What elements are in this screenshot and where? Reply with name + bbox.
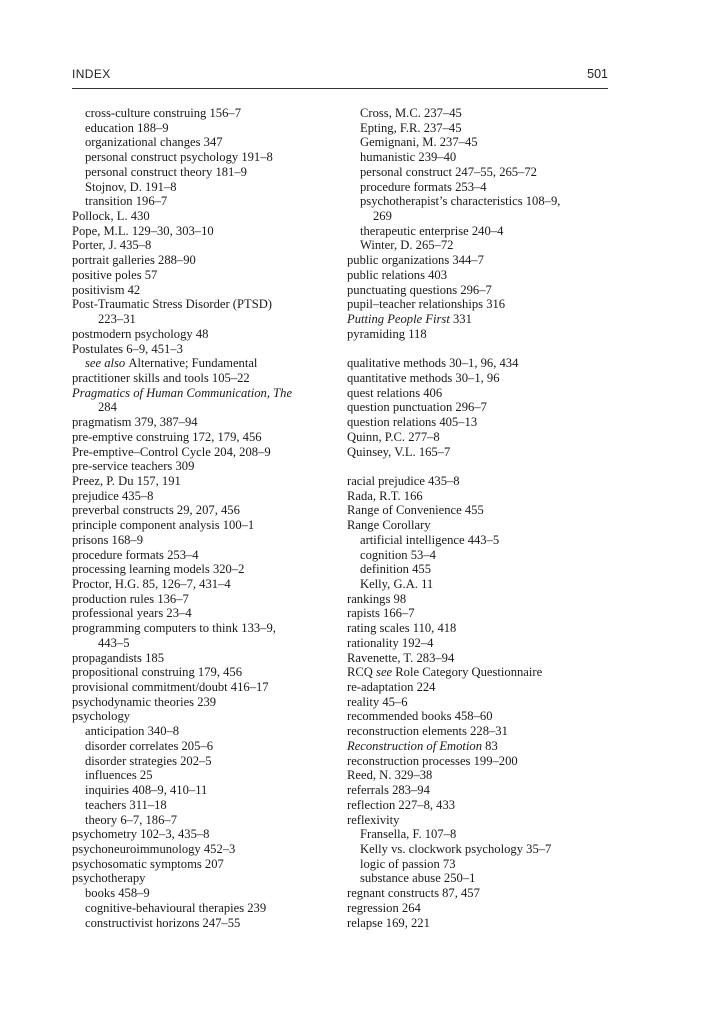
index-entry-text: 269: [373, 209, 392, 224]
index-entry: [347, 783, 612, 798]
index-letter-gap: [347, 459, 612, 474]
index-entry: [72, 445, 337, 460]
index-subentry: [347, 857, 612, 872]
index-entry-text: Kelly, G.A. 11: [360, 577, 434, 591]
index-subentry: [347, 121, 612, 136]
index-entry-text: pragmatism 379, 387–94: [72, 415, 198, 430]
index-entry: [347, 297, 612, 312]
index-entry: [72, 606, 337, 621]
index-entry: [72, 651, 337, 666]
index-entry: [72, 871, 337, 886]
index-entry-text: positivism 42: [72, 282, 141, 297]
index-entry-text: procedure formats 253–4: [72, 547, 199, 562]
index-entry-text: constructivist horizons 247–55: [85, 915, 241, 930]
index-entry: [72, 268, 337, 283]
index-entry-text: re-adaptation 224: [347, 680, 436, 695]
index-entry-text: Porter, J. 435–8: [72, 238, 152, 253]
index-subentry: [347, 842, 612, 857]
index-entry-text: question relations 405–13: [347, 415, 478, 430]
index-entry-text: Proctor, H.G. 85, 126–7, 431–4: [72, 577, 231, 591]
index-entry-text: 284: [98, 400, 117, 415]
index-entry-text: procedure formats 253–4: [360, 179, 487, 194]
index-entry-term: RCQ: [347, 665, 377, 680]
index-entry: [72, 224, 337, 239]
index-entry-text: rating scales 110, 418: [347, 621, 457, 636]
index-entry-text: Alternative; Fundamental: [128, 356, 258, 371]
index-entry-text: Pollock, L. 430: [72, 209, 150, 224]
index-entry-text: inquiries 408–9, 410–11: [85, 783, 208, 798]
index-entry-text: books 458–9: [85, 886, 150, 901]
index-entry: [347, 651, 612, 666]
index-entry-text: cognitive-behavioural therapies 239: [85, 900, 267, 915]
index-entry-text: relapse 169, 221: [347, 915, 430, 930]
index-entry-text: Quinn, P.C. 277–8: [347, 429, 440, 444]
index-entry: [347, 739, 612, 754]
index-subentry: [72, 783, 337, 798]
index-entry: [72, 680, 337, 695]
index-entry-pages: 331: [449, 312, 472, 327]
index-entry: [72, 459, 337, 474]
index-entry-text: logic of passion 73: [360, 856, 456, 871]
index-entry-text: practitioner skills and tools 105–22: [72, 370, 250, 385]
index-entry: [72, 842, 337, 857]
index-entry-text: definition 455: [360, 562, 432, 577]
index-entry-text: psychotherapist’s characteristics 108–9,: [360, 194, 561, 209]
index-entry-text: personal construct 247–55, 265–72: [360, 164, 537, 179]
index-entry-text: disorder correlates 205–6: [85, 738, 213, 753]
index-entry: [72, 577, 337, 592]
index-entry-text: pre-emptive construing 172, 179, 456: [72, 429, 262, 444]
index-entry-text: reconstruction processes 199–200: [347, 753, 518, 768]
index-entry-text: punctuating questions 296–7: [347, 282, 492, 297]
index-entry-text: processing learning models 320–2: [72, 562, 245, 577]
index-subentry: [72, 916, 337, 931]
index-entry-text: teachers 311–18: [85, 797, 167, 812]
index-entry-text: public relations 403: [347, 267, 448, 282]
index-entry: [72, 327, 337, 342]
index-entry-continuation: [72, 312, 337, 327]
index-entry: [347, 916, 612, 931]
index-entry-text: Ravenette, T. 283–94: [347, 650, 455, 665]
index-entry: [347, 312, 612, 327]
index-entry-text: cross-culture construing 156–7: [85, 106, 241, 120]
index-subentry: [72, 180, 337, 195]
index-entry-text: Post-Traumatic Stress Disorder (PTSD): [72, 297, 272, 312]
index-entry-text: psychometry 102–3, 435–8: [72, 827, 210, 842]
index-subentry: [347, 224, 612, 239]
index-entry-text: prisons 168–9: [72, 532, 144, 547]
index-subentry: [72, 150, 337, 165]
index-entry: [347, 636, 612, 651]
index-entry: [72, 297, 337, 312]
index-subentry: [72, 768, 337, 783]
index-entry: [347, 445, 612, 460]
index-subentry: [72, 106, 337, 121]
index-subentry: [347, 871, 612, 886]
index-entry: [72, 518, 337, 533]
index-entry-text: propositional construing 179, 456: [72, 665, 243, 680]
index-entry: [72, 548, 337, 563]
index-entry-text: regnant constructs 87, 457: [347, 886, 480, 901]
index-subentry: [347, 194, 612, 209]
index-entry-text: personal construct theory 181–9: [85, 164, 247, 179]
index-entry: [347, 621, 612, 636]
index-entry: [347, 518, 612, 533]
index-entry-text: programming computers to think 133–9,: [72, 621, 276, 636]
index-entry: [72, 562, 337, 577]
index-subentry: [72, 813, 337, 828]
index-entry-text: rationality 192–4: [347, 635, 434, 650]
index-subentry: [347, 577, 612, 592]
index-entry-text: principle component analysis 100–1: [72, 518, 255, 533]
page-number: 501: [587, 67, 608, 81]
index-entry: [72, 209, 337, 224]
index-entry-text: psychodynamic theories 239: [72, 694, 217, 709]
index-subentry: [72, 798, 337, 813]
index-subentry: [72, 165, 337, 180]
index-entry: [347, 592, 612, 607]
cross-reference-label: see also: [85, 356, 129, 371]
index-entry-text: Fransella, F. 107–8: [360, 827, 457, 842]
index-entry-text: reflexivity: [347, 812, 400, 827]
index-entry-text: anticipation 340–8: [85, 724, 180, 739]
index-entry-continuation: [72, 636, 337, 651]
index-entry: [347, 327, 612, 342]
index-entry-text: Gemignani, M. 237–45: [360, 135, 478, 150]
index-entry-text: education 188–9: [85, 120, 169, 135]
index-entry-text: Kelly vs. clockwork psychology 35–7: [360, 841, 552, 856]
index-entry-text: Preez, P. Du 157, 191: [72, 473, 181, 488]
index-entry: [72, 857, 337, 872]
index-subentry: [347, 533, 612, 548]
index-entry: [347, 489, 612, 504]
index-entry: [72, 430, 337, 445]
index-entry: [347, 386, 612, 401]
index-entry-text: psychotherapy: [72, 871, 146, 886]
index-entry-text: reflection 227–8, 433: [347, 797, 456, 812]
index-entry: [347, 709, 612, 724]
index-entry-text: Winter, D. 265–72: [360, 238, 454, 253]
index-entry-text: 223–31: [98, 312, 136, 327]
index-entry-continuation: [347, 209, 612, 224]
index-entry-text: Pre-emptive–Control Cycle 204, 208–9: [72, 444, 271, 459]
index-entry: [347, 665, 612, 680]
index-entry: [347, 371, 612, 386]
index-subentry: [72, 356, 337, 371]
index-entry: [72, 415, 337, 430]
index-entry-text: Reed, N. 329–38: [347, 768, 433, 783]
index-entry-text: portrait galleries 288–90: [72, 253, 196, 268]
index-entry-text: personal construct psychology 191–8: [85, 150, 273, 165]
index-entry: [347, 901, 612, 916]
index-entry-text: influences 25: [85, 768, 153, 783]
index-entry-text: theory 6–7, 186–7: [85, 812, 177, 827]
index-subentry: [72, 194, 337, 209]
index-entry-text: recommended books 458–60: [347, 709, 493, 724]
index-entry: [72, 238, 337, 253]
index-entry: [347, 606, 612, 621]
index-entry-text: propagandists 185: [72, 650, 164, 665]
index-entry: [347, 415, 612, 430]
index-entry-text: Range Corollary: [347, 518, 431, 533]
index-entry-text: psychosomatic symptoms 207: [72, 856, 224, 871]
index-entry: [72, 621, 337, 636]
index-entry-text: postmodern psychology 48: [72, 326, 209, 341]
index-subentry: [347, 548, 612, 563]
header-rule: [72, 88, 608, 89]
index-subentry: [72, 724, 337, 739]
index-entry: [347, 400, 612, 415]
index-entry-text: artificial intelligence 443–5: [360, 532, 500, 547]
index-entry-text: Pragmatics of Human Communication, The: [72, 385, 293, 400]
index-entry-text: Postulates 6–9, 451–3: [72, 341, 183, 356]
index-entry: [72, 386, 337, 401]
index-entry-text: Putting People First: [347, 312, 450, 327]
running-header-title: INDEX: [72, 67, 111, 81]
index-entry-text: Range of Convenience 455: [347, 503, 484, 518]
index-entry: [72, 695, 337, 710]
index-entry: [347, 813, 612, 828]
index-entry: [72, 283, 337, 298]
index-entry-text: prejudice 435–8: [72, 488, 154, 503]
index-entry: [347, 503, 612, 518]
index-subentry: [72, 135, 337, 150]
index-entry-text: rapists 166–7: [347, 606, 415, 621]
index-entry-text: reality 45–6: [347, 694, 408, 709]
index-entry: [347, 283, 612, 298]
index-entry-text: question punctuation 296–7: [347, 400, 487, 415]
index-entry-text: quest relations 406: [347, 385, 443, 400]
index-entry-text: substance abuse 250–1: [360, 871, 476, 886]
index-entry: [72, 827, 337, 842]
index-subentry: [72, 901, 337, 916]
index-entry-text: therapeutic enterprise 240–4: [360, 223, 504, 238]
index-entry-text: Cross, M.C. 237–45: [360, 106, 462, 120]
index-entry: [347, 886, 612, 901]
index-entry-text: organizational changes 347: [85, 135, 223, 150]
index-entry-text: professional years 23–4: [72, 606, 192, 621]
index-subentry: [347, 135, 612, 150]
index-entry: [347, 695, 612, 710]
index-entry-text: Reconstruction of Emotion: [347, 738, 483, 753]
cross-reference-label: see: [376, 665, 396, 680]
index-entry: [347, 253, 612, 268]
index-entry: [72, 665, 337, 680]
index-entry-text: pyramiding 118: [347, 326, 427, 341]
index-entry-text: Rada, R.T. 166: [347, 488, 423, 503]
index-subentry: [347, 150, 612, 165]
index-column-left: [72, 106, 337, 930]
index-column-right: [347, 106, 612, 930]
index-entry-text: Stojnov, D. 191–8: [85, 179, 177, 194]
index-entry: [72, 709, 337, 724]
index-entry-text: Pope, M.L. 129–30, 303–10: [72, 223, 214, 238]
index-subentry: [347, 827, 612, 842]
index-entry-text: reconstruction elements 228–31: [347, 724, 508, 739]
index-entry-text: regression 264: [347, 900, 421, 915]
index-entry: [347, 430, 612, 445]
index-entry: [72, 253, 337, 268]
index-subentry: [72, 739, 337, 754]
index-entry: [72, 342, 337, 357]
index-entry-text: racial prejudice 435–8: [347, 473, 460, 488]
index-entry: [72, 533, 337, 548]
index-entry-pages: 83: [482, 738, 498, 753]
index-entry-text: public organizations 344–7: [347, 253, 484, 268]
index-entry-text: transition 196–7: [85, 194, 168, 209]
index-entry-continuation: [72, 400, 337, 415]
index-entry-text: cognition 53–4: [360, 547, 436, 562]
index-entry-text: qualitative methods 30–1, 96, 434: [347, 356, 519, 371]
index-entry-text: provisional commitment/doubt 416–17: [72, 680, 269, 695]
index-entry: [72, 592, 337, 607]
index-entry-text: psychology: [72, 709, 131, 724]
index-entry: [347, 474, 612, 489]
index-entry-text: humanistic 239–40: [360, 150, 457, 165]
index-entry-text: disorder strategies 202–5: [85, 753, 212, 768]
index-entry-text: Role Category Questionnaire: [395, 665, 543, 680]
index-entry: [72, 371, 337, 386]
index-entry: [347, 724, 612, 739]
index-entry-text: production rules 136–7: [72, 591, 189, 606]
index-subentry: [347, 180, 612, 195]
index-entry: [72, 503, 337, 518]
index-entry: [347, 768, 612, 783]
index-entry-text: quantitative methods 30–1, 96: [347, 370, 500, 385]
index-entry: [347, 268, 612, 283]
index-subentry: [347, 238, 612, 253]
index-entry: [347, 680, 612, 695]
index-entry-text: Quinsey, V.L. 165–7: [347, 444, 451, 459]
index-subentry: [347, 165, 612, 180]
index-entry-text: positive poles 57: [72, 267, 158, 282]
index-subentry: [347, 106, 612, 121]
index-subentry: [347, 562, 612, 577]
index-entry-text: psychoneuroimmunology 452–3: [72, 841, 236, 856]
index-entry-text: referrals 283–94: [347, 783, 430, 798]
index-subentry: [72, 121, 337, 136]
index-entry-text: preverbal constructs 29, 207, 456: [72, 503, 240, 518]
index-entry-text: 443–5: [98, 635, 130, 650]
index-entry: [347, 356, 612, 371]
index-entry-text: pupil–teacher relationships 316: [347, 297, 506, 312]
index-entry: [347, 798, 612, 813]
index-entry: [347, 754, 612, 769]
index-entry: [72, 474, 337, 489]
index-subentry: [72, 754, 337, 769]
index-subentry: [72, 886, 337, 901]
index-entry-text: Epting, F.R. 237–45: [360, 120, 462, 135]
index-entry-text: pre-service teachers 309: [72, 459, 195, 474]
index-letter-gap: [347, 342, 612, 357]
index-entry: [72, 489, 337, 504]
index-entry-text: rankings 98: [347, 591, 407, 606]
